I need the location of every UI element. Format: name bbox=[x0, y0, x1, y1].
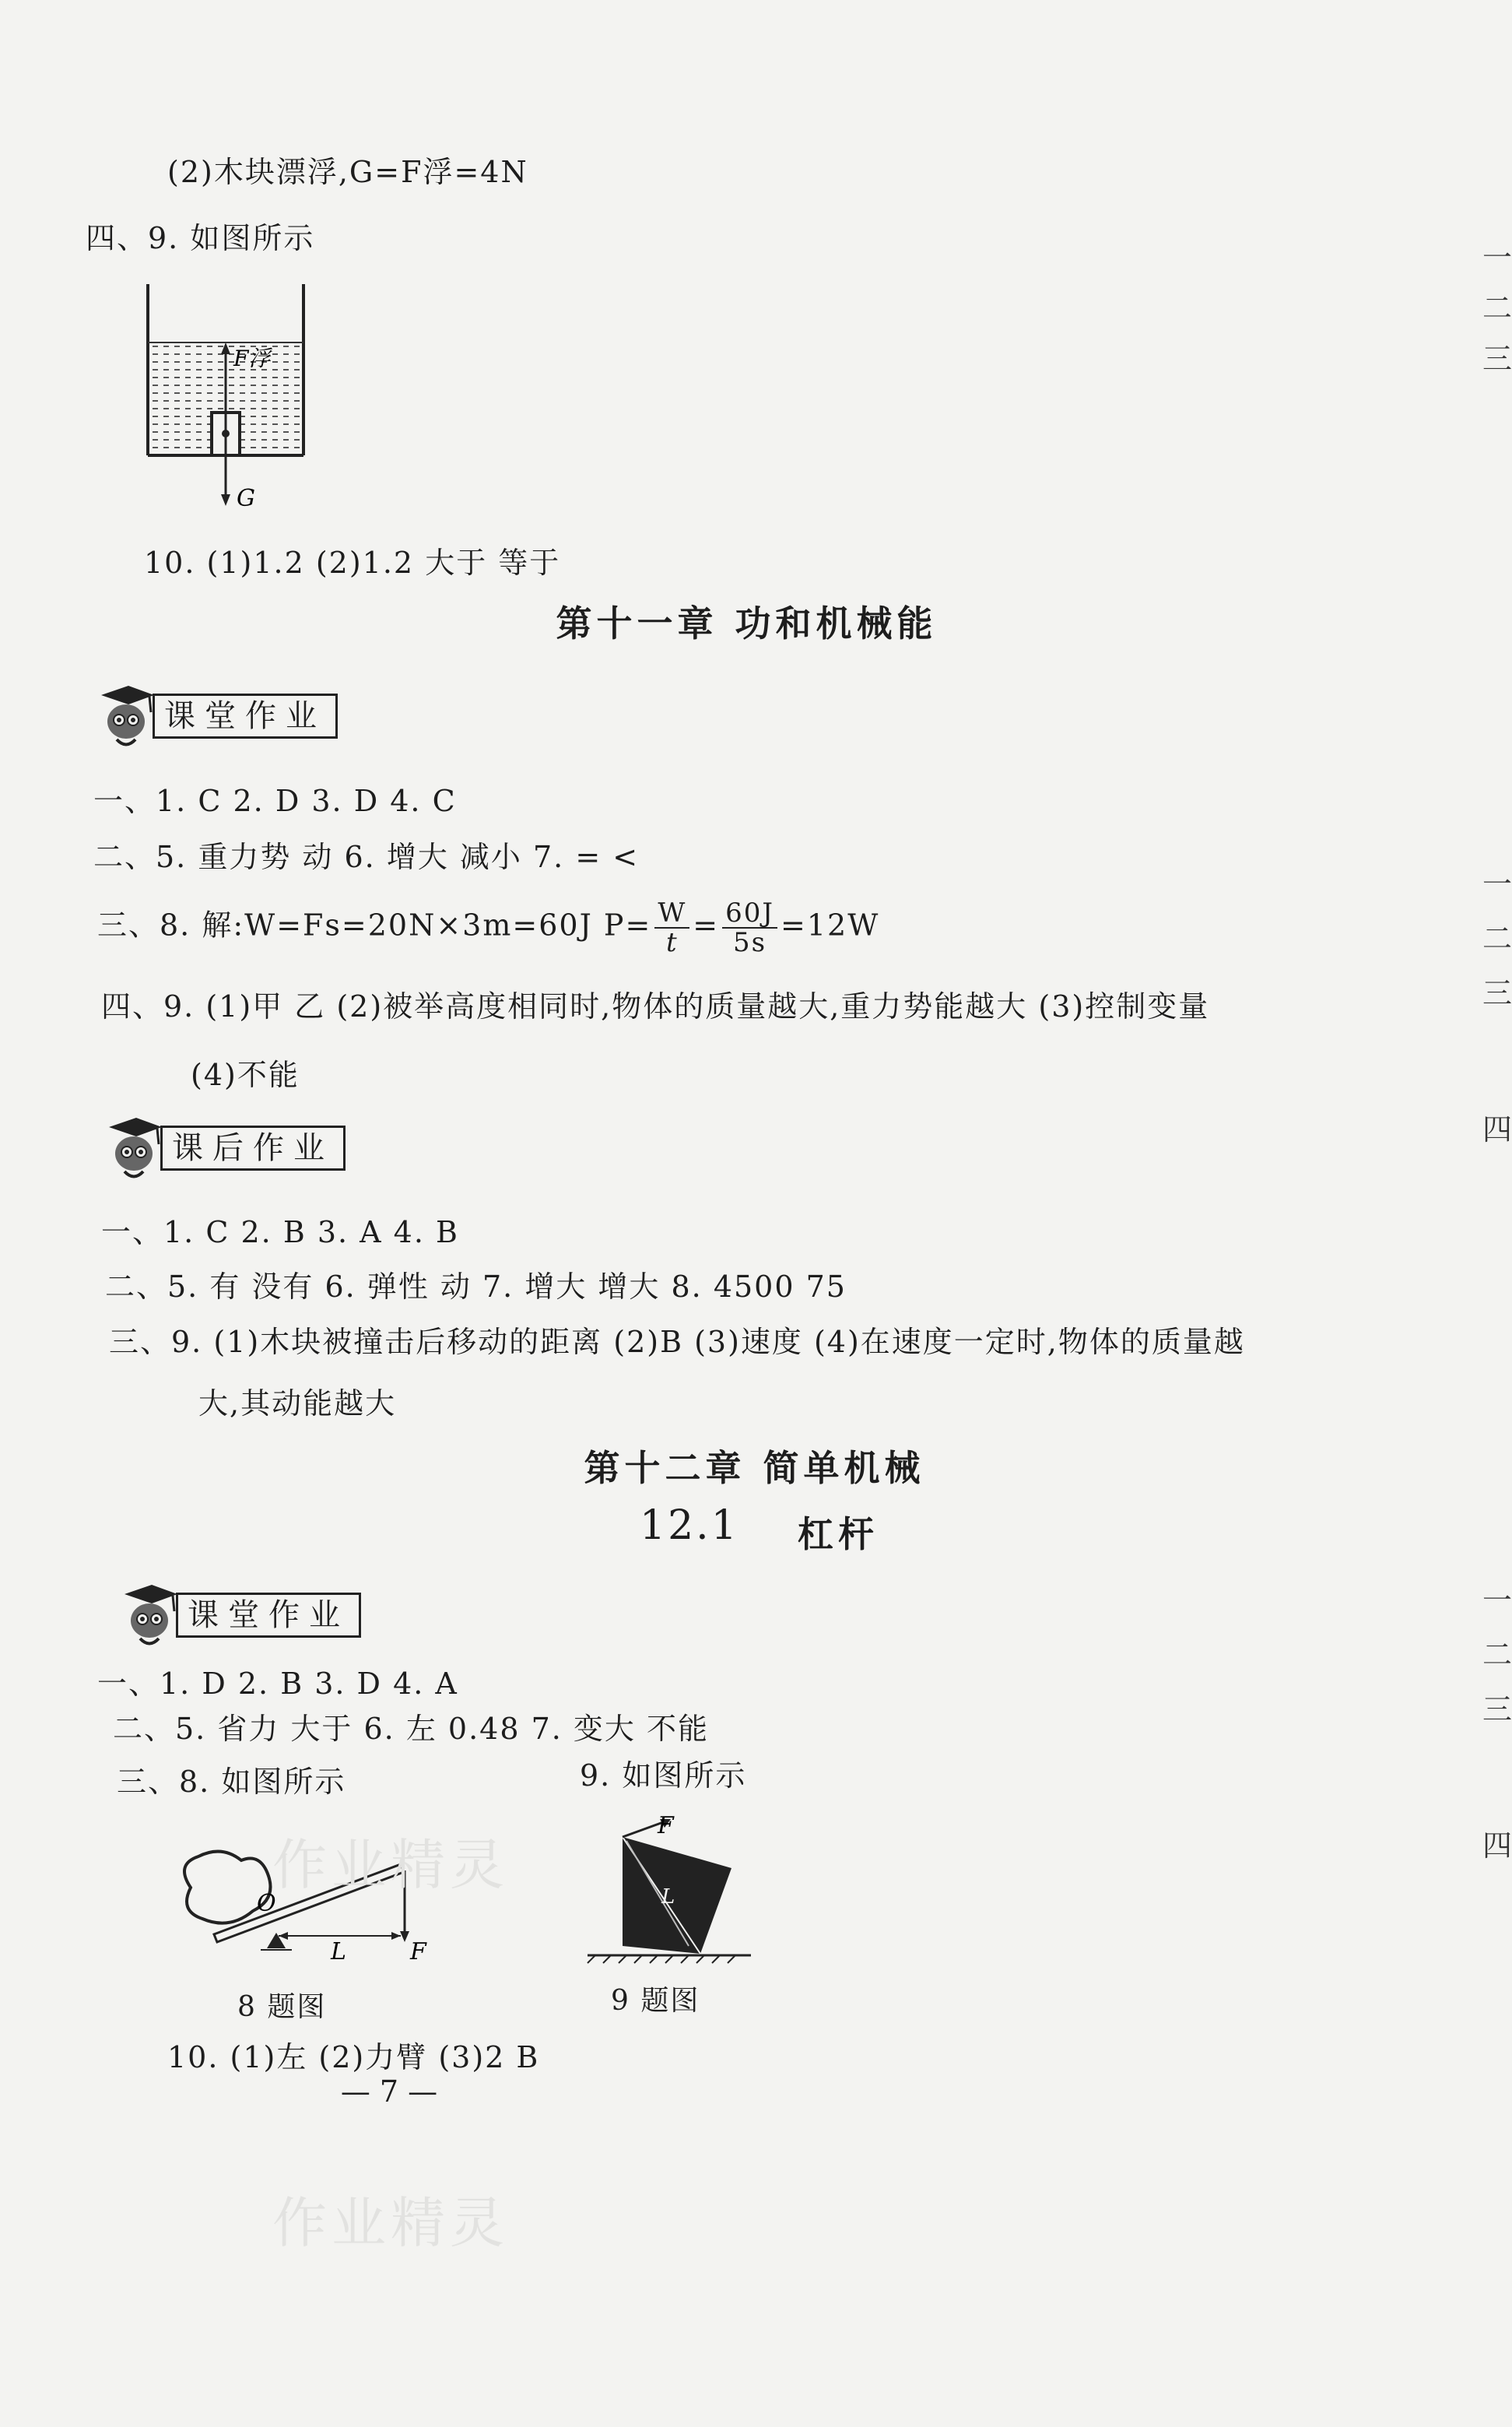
block-diagram bbox=[584, 1806, 755, 1965]
answer-line: 二、5. 重力势 动 6. 增大 减小 7. = < bbox=[93, 840, 640, 874]
force-label-gravity: G bbox=[237, 485, 255, 512]
edge-fragment: 二 bbox=[1482, 922, 1512, 956]
edge-fragment: 一 bbox=[1482, 241, 1512, 275]
lever-arm-label: L bbox=[661, 1885, 675, 1909]
figure-caption: 8 题图 bbox=[237, 1991, 327, 2023]
classwork-banner bbox=[117, 1592, 361, 1638]
section-title: 杠杆 bbox=[798, 1513, 879, 1555]
fraction-values bbox=[722, 899, 777, 957]
formula-part: 三、8. 解:W=Fs=20N×3m=60J P= bbox=[97, 908, 652, 943]
fraction-numerator: W bbox=[654, 899, 689, 929]
formula-result: =12W bbox=[781, 908, 880, 943]
classwork-label: 课堂作业 bbox=[176, 1593, 361, 1638]
answer-line: 四、9. (1)甲 乙 (2)被举高度相同时,物体的质量越大,重力势能越大 (3)控制变量 bbox=[101, 989, 1210, 1024]
buoyancy-diagram bbox=[140, 280, 327, 522]
answer-line: 10. (1)1.2 (2)1.2 大于 等于 bbox=[144, 546, 561, 580]
force-label: F bbox=[658, 1812, 674, 1839]
answer-line: (4)不能 bbox=[191, 1058, 300, 1092]
homework-label: 课后作业 bbox=[160, 1126, 346, 1171]
answer-line: (2)木块漂浮,G=F浮=4N bbox=[167, 155, 528, 189]
answer-line: 二、5. 有 没有 6. 弹性 动 7. 增大 增大 8. 4500 75 bbox=[105, 1270, 847, 1304]
force-label-buoyancy: F浮 bbox=[233, 346, 271, 371]
answer-line: 大,其动能越大 bbox=[198, 1386, 397, 1421]
classwork-label: 课堂作业 bbox=[153, 694, 338, 739]
edge-fragment: 二 bbox=[1482, 1638, 1512, 1672]
edge-fragment: 一 bbox=[1482, 867, 1512, 901]
page-number: — 7 — bbox=[340, 2074, 438, 2109]
answer-line: 9. 如图所示 bbox=[580, 1758, 747, 1793]
answer-line: 四、9. 如图所示 bbox=[86, 221, 315, 255]
fulcrum-label: O bbox=[257, 1890, 276, 1917]
fraction-numerator: 60J bbox=[722, 899, 777, 929]
watermark: 作业精灵 bbox=[272, 2191, 509, 2255]
answer-line: 三、9. (1)木块被撞击后移动的距离 (2)B (3)速度 (4)在速度一定时,物体的质量越 bbox=[109, 1325, 1245, 1359]
answer-line: 一、1. C 2. B 3. A 4. B bbox=[101, 1215, 459, 1249]
mascot-icon bbox=[117, 1580, 181, 1650]
edge-fragment: 一 bbox=[1482, 1583, 1512, 1617]
equals-sign: = bbox=[693, 908, 720, 943]
formula-line bbox=[97, 899, 879, 957]
homework-banner bbox=[101, 1125, 346, 1171]
edge-fragment: 四 bbox=[1482, 1112, 1512, 1147]
fraction-denominator: t bbox=[665, 927, 679, 958]
figure-caption: 9 题图 bbox=[611, 1985, 700, 2017]
edge-fragment: 三 bbox=[1482, 1692, 1512, 1726]
chapter-title: 第十二章 简单机械 bbox=[584, 1447, 925, 1489]
answer-line: 一、1. D 2. B 3. D 4. A bbox=[97, 1667, 458, 1701]
answer-line: 三、8. 如图所示 bbox=[117, 1765, 346, 1799]
fraction-denominator: 5s bbox=[733, 927, 767, 958]
fraction-power bbox=[654, 899, 689, 957]
mascot-icon bbox=[93, 681, 157, 751]
classwork-banner bbox=[93, 693, 338, 739]
force-label: F bbox=[410, 1938, 426, 1965]
edge-fragment: 二 bbox=[1482, 291, 1512, 325]
chapter-title: 第十一章 功和机械能 bbox=[556, 602, 938, 645]
lever-arm-label: L bbox=[331, 1938, 346, 1965]
mascot-icon bbox=[101, 1113, 165, 1183]
answer-line: 二、5. 省力 大于 6. 左 0.48 7. 变大 不能 bbox=[113, 1712, 710, 1746]
answer-line: 10. (1)左 (2)力臂 (3)2 B bbox=[167, 2040, 540, 2074]
edge-fragment: 四 bbox=[1482, 1828, 1512, 1863]
section-number: 12.1 bbox=[640, 1502, 739, 1549]
edge-fragment: 三 bbox=[1482, 342, 1512, 376]
watermark: 作业精灵 bbox=[272, 1833, 509, 1897]
edge-fragment: 三 bbox=[1482, 976, 1512, 1010]
answer-line: 一、1. C 2. D 3. D 4. C bbox=[93, 784, 457, 818]
